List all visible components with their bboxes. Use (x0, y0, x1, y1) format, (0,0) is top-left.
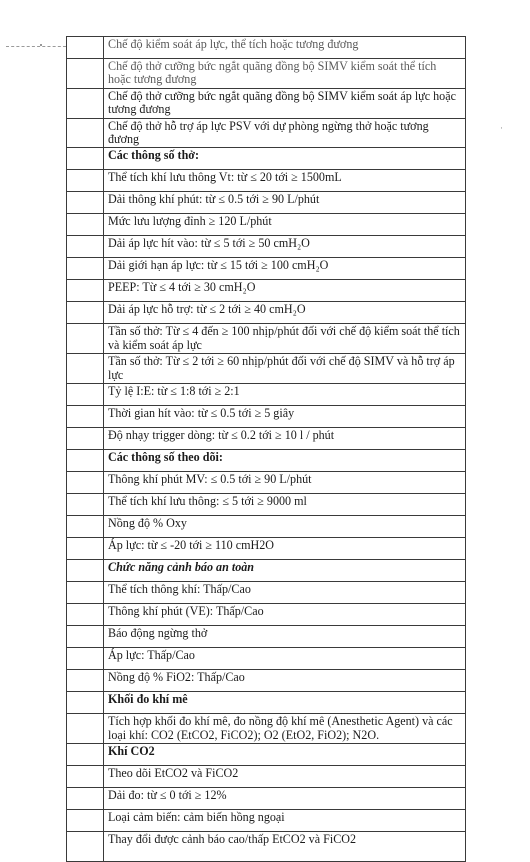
index-cell (67, 648, 104, 670)
spec-text: Theo dõi EtCO2 và FiCO2 (104, 766, 466, 788)
table-row (67, 626, 466, 648)
table-row (67, 236, 466, 258)
spec-text: Loại cảm biến: cảm biến hồng ngoại (104, 810, 466, 832)
table-row (67, 59, 466, 89)
table-row (67, 494, 466, 516)
index-cell (67, 766, 104, 788)
index-cell (67, 119, 104, 148)
table-row (67, 280, 466, 302)
index-cell (67, 450, 104, 472)
table-row (67, 648, 466, 670)
table-row (67, 302, 466, 324)
index-cell (67, 472, 104, 494)
spec-text: Độ nhạy trigger dòng: từ ≤ 0.2 tới ≥ 10 l / phút (104, 428, 466, 450)
table-row (67, 192, 466, 214)
table-row (67, 582, 466, 604)
spec-text: Dải giới hạn áp lực: từ ≤ 15 tới ≥ 100 cmH₂O (104, 258, 466, 280)
section-header-row (67, 692, 466, 714)
spec-text: Dải áp lực hỗ trợ: từ ≤ 2 tới ≥ 40 cmH₂O (104, 302, 466, 324)
table-row (67, 324, 466, 354)
spec-text: Chế độ thở cưỡng bức ngắt quãng đồng bộ SIMV kiểm soát áp lực hoặc tương đương (104, 89, 466, 119)
section-header-row (67, 148, 466, 170)
table-row (67, 214, 466, 236)
index-cell (67, 714, 104, 744)
index-cell (67, 280, 104, 302)
table-row (67, 538, 466, 560)
section-title: Khí CO2 (104, 744, 466, 766)
index-cell (67, 494, 104, 516)
index-cell (67, 692, 104, 714)
index-cell (67, 832, 104, 862)
spec-text: Tích hợp khối đo khí mê, đo nồng độ khí mê (Anesthetic Agent) và các loại khí: CO2 (EtCO2, FiCO2); O2 (EtO2, FiO2); N2O. (104, 714, 466, 744)
spec-text: Thay đổi được cảnh báo cao/thấp EtCO2 và FiCO2 (104, 832, 466, 862)
table-row (67, 788, 466, 810)
index-cell (67, 214, 104, 236)
table-row (67, 384, 466, 406)
spec-text: Thời gian hít vào: từ ≤ 0.5 tới ≥ 5 giây (104, 406, 466, 428)
spec-text: Chế độ kiểm soát áp lực, thể tích hoặc tương đương (104, 37, 466, 59)
index-cell (67, 59, 104, 89)
section-header-row (67, 560, 466, 582)
index-cell (67, 744, 104, 766)
table-row (67, 37, 466, 59)
table-row (67, 604, 466, 626)
index-cell (67, 604, 104, 626)
scan-artifact-dash (6, 46, 66, 47)
index-cell (67, 89, 104, 119)
index-cell (67, 37, 104, 59)
spec-text: Báo động ngừng thở (104, 626, 466, 648)
index-cell (67, 788, 104, 810)
spec-table (66, 36, 466, 862)
table-row (67, 354, 466, 384)
index-cell (67, 192, 104, 214)
section-header-row (67, 450, 466, 472)
table-row (67, 810, 466, 832)
spec-text: Nồng độ % FiO2: Thấp/Cao (104, 670, 466, 692)
index-cell (67, 148, 104, 170)
spec-text: Thể tích khí lưu thông: ≤ 5 tới ≥ 9000 ml (104, 494, 466, 516)
scan-artifact-mark: · (500, 123, 503, 133)
table-row (67, 119, 466, 148)
table-row (67, 670, 466, 692)
section-title: Khối đo khí mê (104, 692, 466, 714)
spec-text: Thông khí phút MV: ≤ 0.5 tới ≥ 90 L/phút (104, 472, 466, 494)
index-cell (67, 670, 104, 692)
table-row (67, 258, 466, 280)
index-cell (67, 384, 104, 406)
index-cell (67, 516, 104, 538)
index-cell (67, 354, 104, 384)
spec-text: Nồng độ % Oxy (104, 516, 466, 538)
table-row (67, 832, 466, 862)
index-cell (67, 236, 104, 258)
index-cell (67, 560, 104, 582)
spec-text: Dải thông khí phút: từ ≤ 0.5 tới ≥ 90 L/phút (104, 192, 466, 214)
spec-text: Chế độ thở hỗ trợ áp lực PSV với dự phòng ngừng thở hoặc tương đương (104, 119, 466, 148)
index-cell (67, 406, 104, 428)
scan-artifact-dot (40, 44, 42, 46)
spec-table-body (67, 37, 466, 862)
index-cell (67, 302, 104, 324)
table-row (67, 766, 466, 788)
section-header-row (67, 744, 466, 766)
table-row (67, 472, 466, 494)
table-row (67, 714, 466, 744)
table-row (67, 428, 466, 450)
table-row (67, 406, 466, 428)
index-cell (67, 810, 104, 832)
index-cell (67, 428, 104, 450)
section-title: Các thông số theo dõi: (104, 450, 466, 472)
spec-text: Dải áp lực hít vào: từ ≤ 5 tới ≥ 50 cmH₂O (104, 236, 466, 258)
spec-text: Tỷ lệ I:E: từ ≤ 1:8 tới ≥ 2:1 (104, 384, 466, 406)
spec-text: Mức lưu lượng đỉnh ≥ 120 L/phút (104, 214, 466, 236)
index-cell (67, 582, 104, 604)
spec-text: Thông khí phút (VE): Thấp/Cao (104, 604, 466, 626)
index-cell (67, 626, 104, 648)
index-cell (67, 258, 104, 280)
index-cell (67, 324, 104, 354)
table-row (67, 170, 466, 192)
section-title: Các thông số thở: (104, 148, 466, 170)
spec-text: Thể tích khí lưu thông Vt: từ ≤ 20 tới ≥ 1500mL (104, 170, 466, 192)
spec-text: Thể tích thông khí: Thấp/Cao (104, 582, 466, 604)
spec-text: PEEP: Từ ≤ 4 tới ≥ 30 cmH₂O (104, 280, 466, 302)
spec-text: Chế độ thở cưỡng bức ngắt quãng đồng bộ SIMV kiểm soát thể tích hoặc tương đương (104, 59, 466, 89)
section-title: Chức năng cảnh báo an toàn (104, 560, 466, 582)
index-cell (67, 170, 104, 192)
spec-text: Tần số thở: Từ ≤ 4 đến ≥ 100 nhịp/phút đối với chế độ kiểm soát thể tích và kiểm soát áp lực (104, 324, 466, 354)
table-row (67, 516, 466, 538)
index-cell (67, 538, 104, 560)
spec-text: Áp lực: Thấp/Cao (104, 648, 466, 670)
spec-text: Áp lực: từ ≤ -20 tới ≥ 110 cmH2O (104, 538, 466, 560)
spec-text: Tần số thở: Từ ≤ 2 tới ≥ 60 nhịp/phút đối với chế độ SIMV và hỗ trợ áp lực (104, 354, 466, 384)
table-row (67, 89, 466, 119)
spec-text: Dải đo: từ ≤ 0 tới ≥ 12% (104, 788, 466, 810)
